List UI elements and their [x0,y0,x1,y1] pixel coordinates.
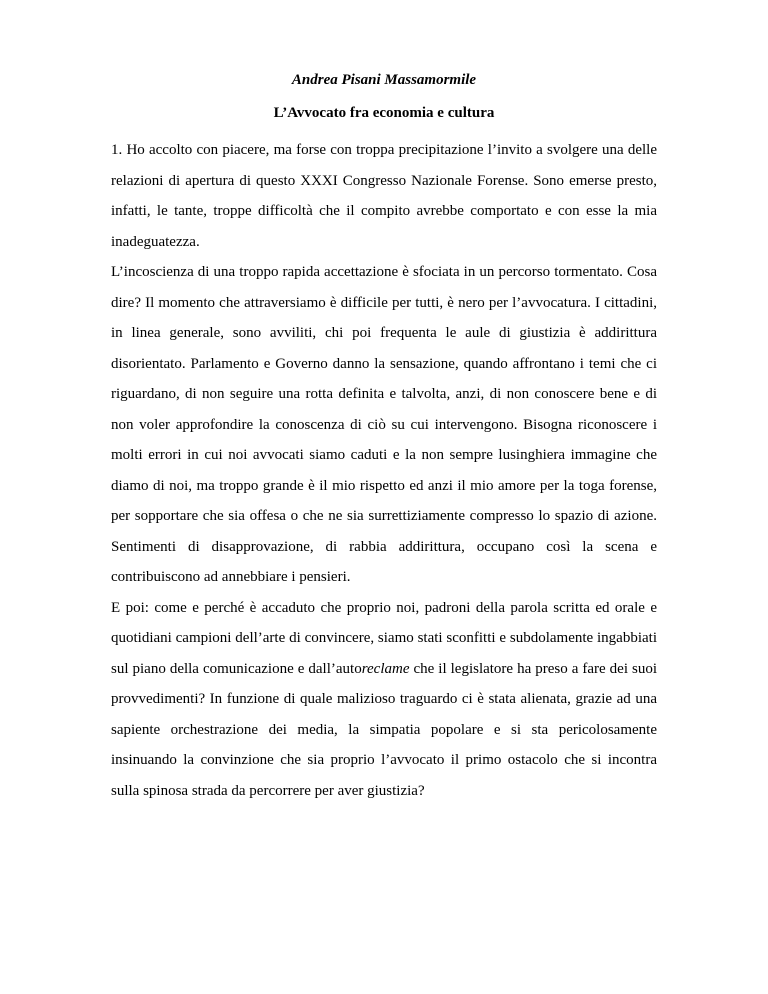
paragraphs [111,135,657,806]
paragraph-3-start: E poi: come e perché è accaduto che proprio noi, padroni della parola scritta ed orale e quotidiani campioni dell’arte di convincere, siamo stati sconfitti e subdolamente ingabbiati sul piano della comunicazione e dall’auto [111,599,657,677]
paragraph-3-emphasis: reclame [361,660,410,677]
author-name: Andrea Pisani Massamormile [291,72,477,88]
document-body [111,70,657,806]
paragraph-3 [111,593,657,807]
paragraph-3-end: che il legislatore ha preso a fare dei suoi provvedimenti? In funzione di quale malizioso traguardo ci è stata alienata, grazie ad una sapiente orchestrazione dei media, la simpatia popolare e si sta pericolosamente insinuando la convinzione che sia proprio l’avvocato il primo ostacolo che si incontra sulla spinosa strada da percorrere per aver giustizia? [111,660,657,799]
document-title: L’Avvocato fra economia e cultura [273,105,495,121]
paragraph-2: L’incoscienza di una troppo rapida accettazione è sfociata in un percorso tormentato. Cosa dire? Il momento che attraversiamo è difficile per tutti, è nero per l’avvocatura. I cittadini, in linea generale, sono avviliti, chi poi frequenta le aule di giustizia è addirittura disorientato. Parlamento e Governo danno la sensazione, quando affrontano i temi che ci riguardano, di non seguire una rotta definita e talvolta, anzi, di non conoscere bene e di non voler approfondire la conoscenza di ciò su cui intervengono. Bisogna riconoscere i molti errori in cui noi avvocati siamo caduti e la non sempre lusinghiera immagine che diamo di noi, ma troppo grande è il mio rispetto ed anzi il mio amore per la toga forense, per sopportare che sia offesa o che ne sia surrettiziamente compresso lo spazio di azione. Sentimenti di disapprovazione, di rabbia addirittura, occupano così la scena e contribuiscono ad annebbiare i pensieri. [111,264,657,585]
paragraph-1: 1. Ho accolto con piacere, ma forse con troppa precipitazione l’invito a svolgere una delle relazioni di apertura di questo XXXI Congresso Nazionale Forense. Sono emerse presto, infatti, le tante, troppe difficoltà che il compito avrebbe comportato e con esse la mia inadeguatezza. [111,142,657,250]
